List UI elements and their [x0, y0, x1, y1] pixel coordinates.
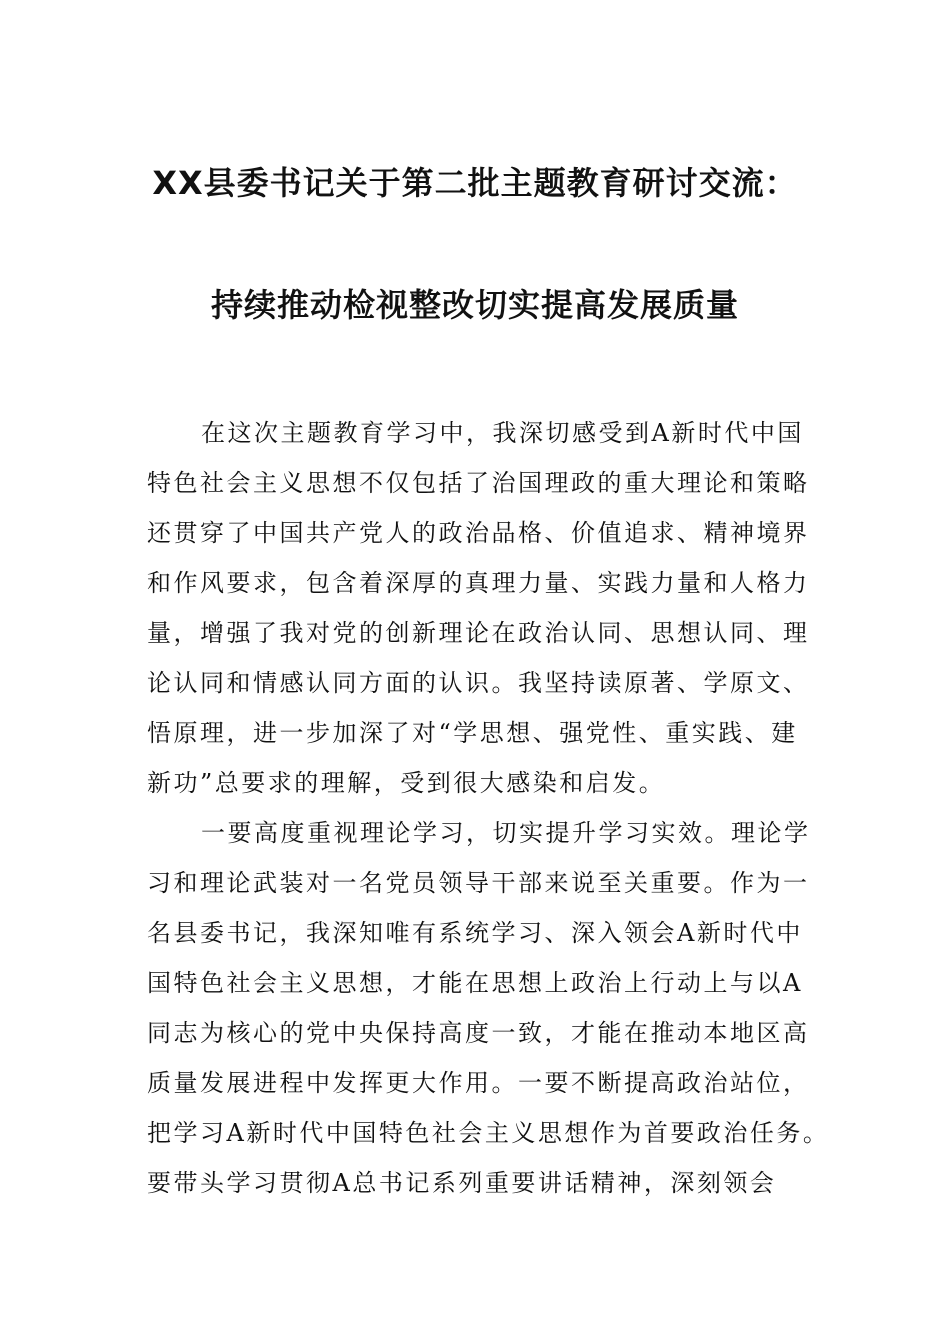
paragraph-line: 特色社会主义思想不仅包括了治国理政的重大理论和策略: [147, 469, 810, 497]
paragraph-line: 一要高度重视理论学习，切实提升学习实效。理论学: [201, 819, 811, 847]
paragraph-1: [147, 408, 827, 808]
paragraph-2: [147, 808, 830, 1208]
paragraph-line: 同志为核心的党中央保持高度一致，才能在推动本地区高: [147, 1019, 810, 1047]
paragraph-line: 国特色社会主义思想，才能在思想上政治上行动上与以A: [147, 969, 803, 997]
document-title-line-1: XX县委书记关于第二批主题教育研讨交流：: [152, 164, 798, 202]
paragraph-line: 论认同和情感认同方面的认识。我坚持读原著、学原文、: [147, 669, 810, 697]
paragraph-line: 质量发展进程中发挥更大作用。一要不断提高政治站位，: [147, 1069, 810, 1097]
paragraph-line: 还贯穿了中国共产党人的政治品格、价值追求、精神境界: [147, 519, 810, 547]
paragraph-line: 要带头学习贯彻A总书记系列重要讲话精神，深刻领会: [147, 1169, 777, 1197]
paragraph-line: 新功”总要求的理解，受到很大感染和启发。: [147, 769, 666, 797]
paragraph-line: 悟原理，进一步加深了对“学思想、强党性、重实践、建: [147, 719, 798, 747]
paragraph-line: 和作风要求，包含着深厚的真理力量、实践力量和人格力: [147, 569, 810, 597]
paragraph-line: 名县委书记，我深知唯有系统学习、深入领会A新时代中: [147, 919, 803, 947]
paragraph-line: 量，增强了我对党的创新理论在政治认同、思想认同、理: [147, 619, 810, 647]
document-title-line-2: 持续推动检视整改切实提高发展质量: [210, 286, 739, 324]
paragraph-line: 把学习A新时代中国特色社会主义思想作为首要政治任务。: [147, 1119, 830, 1147]
paragraph-line: 在这次主题教育学习中，我深切感受到A新时代中国: [201, 419, 804, 447]
paragraph-line: 习和理论武装对一名党员领导干部来说至关重要。作为一: [147, 869, 810, 897]
